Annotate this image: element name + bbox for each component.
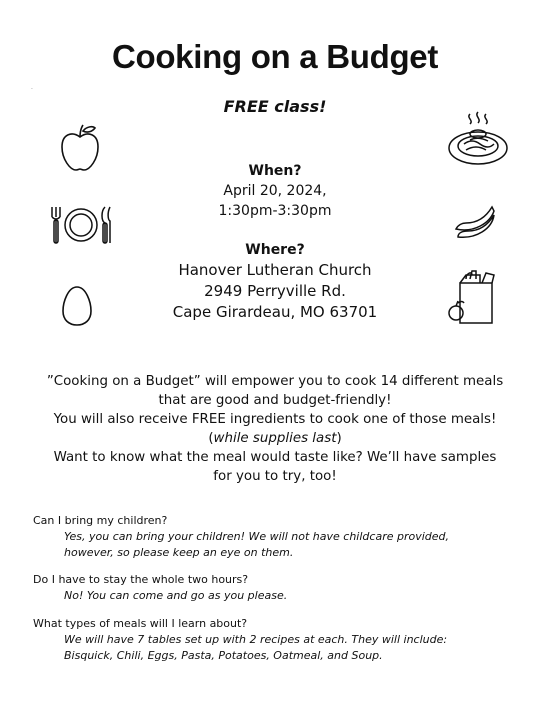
supplies-note: while supplies last xyxy=(213,431,337,446)
faq-answer: No! You can come and go as you please. xyxy=(64,589,288,602)
intro-line: for you to try, too! xyxy=(213,469,337,484)
intro-line: You will also receive FREE ingredients to cook one of those meals! xyxy=(53,412,497,427)
faq-answer: however, so please keep an eye on them. xyxy=(64,546,294,559)
event-date: April 20, 2024, xyxy=(223,183,327,199)
faq-question: What types of meals will I learn about? xyxy=(33,617,248,630)
intro-line: that are good and budget-friendly! xyxy=(158,393,392,408)
page-title: Cooking on a Budget xyxy=(111,38,439,75)
faq-answer: Bisquick, Chili, Eggs, Pasta, Potatoes, Oatmeal, and Soup. xyxy=(64,649,383,662)
faq-item xyxy=(33,572,533,604)
where-heading: Where? xyxy=(245,242,305,258)
corner-mark: . xyxy=(31,84,33,91)
paren-close: ) xyxy=(336,431,342,446)
faq-answer: We will have 7 tables set up with 2 recipes at each. They will include: xyxy=(64,633,448,646)
paren-open: ( xyxy=(208,431,214,446)
venue-city: Cape Girardeau, MO 63701 xyxy=(172,303,378,321)
faq-question: Can I bring my children? xyxy=(33,514,168,527)
venue-street: 2949 Perryville Rd. xyxy=(204,282,346,300)
free-class-subtitle: FREE class! xyxy=(223,97,327,116)
where-section xyxy=(0,240,550,323)
faq-question: Do I have to stay the whole two hours? xyxy=(33,573,249,586)
intro-line: ”Cooking on a Budget” will empower you to cook 14 different meals xyxy=(46,374,504,389)
faq-answer: Yes, you can bring your children! We will not have childcare provided, xyxy=(64,530,450,543)
event-time: 1:30pm-3:30pm xyxy=(218,203,332,219)
venue-name: Hanover Lutheran Church xyxy=(178,261,372,279)
when-heading: When? xyxy=(248,163,302,179)
faq-item xyxy=(33,513,533,561)
intro-line xyxy=(0,429,550,448)
intro-paragraph xyxy=(0,372,550,486)
pasta-bowl-icon xyxy=(446,110,510,168)
intro-line: Want to know what the meal would taste like? We’ll have samples xyxy=(53,450,497,465)
faq-item xyxy=(33,616,533,664)
when-section xyxy=(0,161,550,221)
